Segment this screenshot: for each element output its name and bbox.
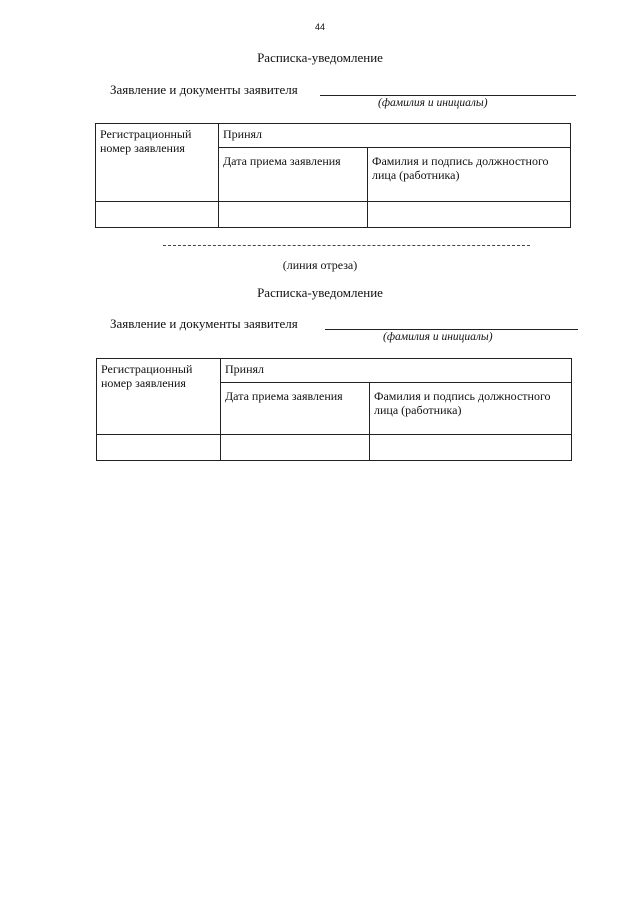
date-cell[interactable] — [219, 202, 368, 228]
cut-line-caption: (линия отреза) — [282, 258, 358, 272]
signature-header: Фамилия и подпись должностного лица (работника) — [368, 148, 571, 202]
accepted-header: Принял — [219, 124, 571, 148]
date-header: Дата приема заявления — [219, 148, 368, 202]
signature-cell[interactable] — [370, 435, 572, 461]
reg-number-header: Регистрационный номер заявления — [96, 124, 219, 202]
name-caption: (фамилия и инициалы) — [383, 331, 493, 343]
receipt-title: Расписка-уведомление — [257, 50, 383, 65]
name-caption: (фамилия и инициалы) — [378, 97, 488, 109]
signature-cell[interactable] — [368, 202, 571, 228]
date-cell[interactable] — [221, 435, 370, 461]
statement-label: Заявление и документы заявителя — [110, 316, 298, 331]
receipt-title: Расписка-уведомление — [257, 285, 383, 300]
signature-header: Фамилия и подпись должностного лица (работника) — [370, 383, 572, 435]
applicant-name-field[interactable] — [325, 329, 578, 330]
statement-label: Заявление и документы заявителя — [110, 82, 298, 97]
page-number: 44 — [314, 22, 325, 32]
date-header: Дата приема заявления — [221, 383, 370, 435]
applicant-name-field[interactable] — [320, 95, 576, 96]
receipt-table — [95, 123, 571, 228]
reg-number-cell[interactable] — [97, 435, 221, 461]
receipt-table — [96, 358, 572, 461]
reg-number-header: Регистрационный номер заявления — [97, 359, 221, 435]
reg-number-cell[interactable] — [96, 202, 219, 228]
accepted-header: Принял — [221, 359, 572, 383]
cut-line — [163, 245, 530, 246]
